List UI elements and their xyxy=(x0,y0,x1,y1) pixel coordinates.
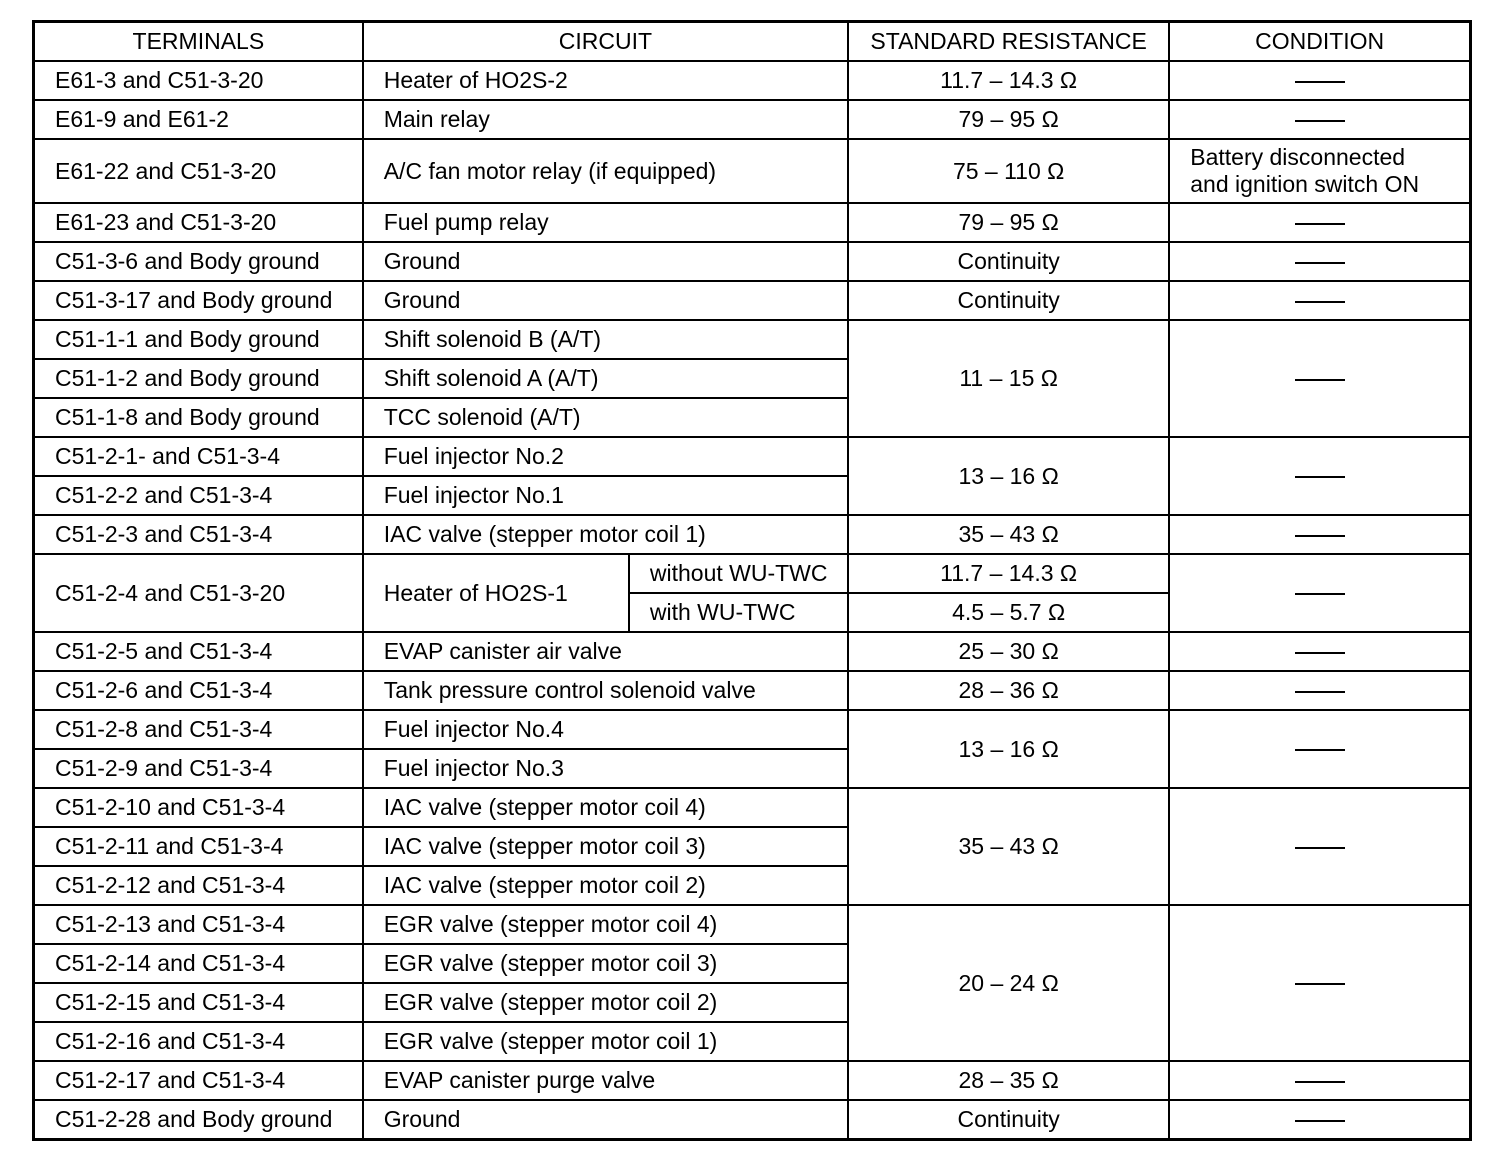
circuit-cell: IAC valve (stepper motor coil 3) xyxy=(363,827,848,866)
terminals-cell: C51-2-12 and C51-3-4 xyxy=(34,866,363,905)
resistance-cell: 11.7 – 14.3 Ω xyxy=(848,554,1169,593)
terminals-cell: E61-23 and C51-3-20 xyxy=(34,203,363,242)
table-row xyxy=(34,710,1471,749)
dash-mark xyxy=(1295,535,1345,537)
circuit-cell: Heater of HO2S-1 xyxy=(363,554,629,632)
circuit-cell: Shift solenoid B (A/T) xyxy=(363,320,848,359)
table-row xyxy=(34,320,1471,359)
resistance-cell: 13 – 16 Ω xyxy=(848,437,1169,515)
table-row xyxy=(34,61,1471,100)
terminals-cell: C51-2-10 and C51-3-4 xyxy=(34,788,363,827)
resistance-cell: 28 – 35 Ω xyxy=(848,1061,1169,1100)
header-row xyxy=(34,22,1471,62)
resistance-cell: 11.7 – 14.3 Ω xyxy=(848,61,1169,100)
circuit-cell: TCC solenoid (A/T) xyxy=(363,398,848,437)
table-row xyxy=(34,554,1471,593)
circuit-cell: Shift solenoid A (A/T) xyxy=(363,359,848,398)
resistance-cell: 79 – 95 Ω xyxy=(848,100,1169,139)
terminals-cell: C51-2-13 and C51-3-4 xyxy=(34,905,363,944)
dash-mark xyxy=(1295,476,1345,478)
table-row xyxy=(34,139,1471,203)
circuit-cell: IAC valve (stepper motor coil 1) xyxy=(363,515,848,554)
table-row xyxy=(34,1100,1471,1140)
terminals-cell: C51-2-2 and C51-3-4 xyxy=(34,476,363,515)
circuit-cell: Ground xyxy=(363,242,848,281)
terminals-cell: E61-9 and E61-2 xyxy=(34,100,363,139)
circuit-cell: IAC valve (stepper motor coil 4) xyxy=(363,788,848,827)
sub-variant-cell: with WU-TWC xyxy=(629,593,848,632)
terminals-cell: C51-2-14 and C51-3-4 xyxy=(34,944,363,983)
header-circuit: CIRCUIT xyxy=(363,22,848,62)
condition-cell xyxy=(1169,671,1470,710)
header-terminals: TERMINALS xyxy=(34,22,363,62)
terminals-cell: C51-2-17 and C51-3-4 xyxy=(34,1061,363,1100)
circuit-cell: EGR valve (stepper motor coil 2) xyxy=(363,983,848,1022)
dash-mark xyxy=(1295,691,1345,693)
circuit-cell: Heater of HO2S-2 xyxy=(363,61,848,100)
condition-cell xyxy=(1169,1061,1470,1100)
circuit-cell: EVAP canister purge valve xyxy=(363,1061,848,1100)
terminals-cell: C51-2-8 and C51-3-4 xyxy=(34,710,363,749)
dash-mark xyxy=(1295,1081,1345,1083)
terminals-cell: E61-22 and C51-3-20 xyxy=(34,139,363,203)
circuit-cell: Ground xyxy=(363,281,848,320)
terminals-cell: C51-3-6 and Body ground xyxy=(34,242,363,281)
condition-cell xyxy=(1169,515,1470,554)
resistance-cell: 4.5 – 5.7 Ω xyxy=(848,593,1169,632)
terminals-cell: C51-2-6 and C51-3-4 xyxy=(34,671,363,710)
circuit-cell: Fuel injector No.3 xyxy=(363,749,848,788)
dash-mark xyxy=(1295,120,1345,122)
table-row xyxy=(34,242,1471,281)
condition-cell xyxy=(1169,632,1470,671)
table-row xyxy=(34,100,1471,139)
condition-cell xyxy=(1169,61,1470,100)
terminals-cell: C51-2-11 and C51-3-4 xyxy=(34,827,363,866)
table-row xyxy=(34,281,1471,320)
resistance-cell: 28 – 36 Ω xyxy=(848,671,1169,710)
condition-cell xyxy=(1169,281,1470,320)
header-standard-resistance: STANDARD RESISTANCE xyxy=(848,22,1169,62)
circuit-cell: EGR valve (stepper motor coil 1) xyxy=(363,1022,848,1061)
circuit-cell: EGR valve (stepper motor coil 4) xyxy=(363,905,848,944)
circuit-cell: Ground xyxy=(363,1100,848,1140)
resistance-cell: 11 – 15 Ω xyxy=(848,320,1169,437)
dash-mark xyxy=(1295,847,1345,849)
resistance-cell: 25 – 30 Ω xyxy=(848,632,1169,671)
condition-cell xyxy=(1169,710,1470,788)
table-row xyxy=(34,788,1471,827)
circuit-cell: EVAP canister air valve xyxy=(363,632,848,671)
circuit-cell: A/C fan motor relay (if equipped) xyxy=(363,139,848,203)
circuit-cell: Fuel injector No.4 xyxy=(363,710,848,749)
circuit-cell: Main relay xyxy=(363,100,848,139)
table-row xyxy=(34,632,1471,671)
condition-cell xyxy=(1169,203,1470,242)
terminals-cell: C51-2-5 and C51-3-4 xyxy=(34,632,363,671)
terminals-cell: C51-3-17 and Body ground xyxy=(34,281,363,320)
terminals-cell: C51-2-28 and Body ground xyxy=(34,1100,363,1140)
table-row xyxy=(34,437,1471,476)
terminals-cell: C51-1-1 and Body ground xyxy=(34,320,363,359)
condition-cell xyxy=(1169,320,1470,437)
condition-cell xyxy=(1169,242,1470,281)
resistance-cell: 35 – 43 Ω xyxy=(848,515,1169,554)
resistance-cell: 13 – 16 Ω xyxy=(848,710,1169,788)
dash-mark xyxy=(1295,749,1345,751)
terminals-cell: C51-1-2 and Body ground xyxy=(34,359,363,398)
dash-mark xyxy=(1295,262,1345,264)
table-row xyxy=(34,1061,1471,1100)
table-row xyxy=(34,905,1471,944)
condition-cell: Battery disconnected and ignition switch ON xyxy=(1169,139,1470,203)
condition-cell xyxy=(1169,100,1470,139)
terminals-cell: C51-2-4 and C51-3-20 xyxy=(34,554,363,632)
condition-cell xyxy=(1169,437,1470,515)
table-row xyxy=(34,203,1471,242)
dash-mark xyxy=(1295,301,1345,303)
terminals-cell: C51-1-8 and Body ground xyxy=(34,398,363,437)
resistance-cell: Continuity xyxy=(848,281,1169,320)
resistance-cell: 20 – 24 Ω xyxy=(848,905,1169,1061)
table-row xyxy=(34,671,1471,710)
dash-mark xyxy=(1295,1120,1345,1122)
terminals-cell: C51-2-9 and C51-3-4 xyxy=(34,749,363,788)
condition-cell xyxy=(1169,905,1470,1061)
condition-cell xyxy=(1169,554,1470,632)
resistance-cell: 35 – 43 Ω xyxy=(848,788,1169,905)
circuit-cell: Fuel injector No.2 xyxy=(363,437,848,476)
terminals-cell: C51-2-16 and C51-3-4 xyxy=(34,1022,363,1061)
resistance-cell: Continuity xyxy=(848,242,1169,281)
circuit-cell: Fuel injector No.1 xyxy=(363,476,848,515)
terminals-cell: C51-2-3 and C51-3-4 xyxy=(34,515,363,554)
terminals-cell: C51-2-1- and C51-3-4 xyxy=(34,437,363,476)
circuit-cell: Tank pressure control solenoid valve xyxy=(363,671,848,710)
dash-mark xyxy=(1295,983,1345,985)
resistance-cell: Continuity xyxy=(848,1100,1169,1140)
dash-mark xyxy=(1295,379,1345,381)
dash-mark xyxy=(1295,593,1345,595)
circuit-cell: IAC valve (stepper motor coil 2) xyxy=(363,866,848,905)
resistance-cell: 79 – 95 Ω xyxy=(848,203,1169,242)
condition-cell xyxy=(1169,788,1470,905)
terminals-cell: E61-3 and C51-3-20 xyxy=(34,61,363,100)
sub-variant-cell: without WU-TWC xyxy=(629,554,848,593)
header-condition: CONDITION xyxy=(1169,22,1470,62)
resistance-spec-table xyxy=(32,20,1472,1141)
dash-mark xyxy=(1295,223,1345,225)
table-row xyxy=(34,515,1471,554)
resistance-cell: 75 – 110 Ω xyxy=(848,139,1169,203)
dash-mark xyxy=(1295,81,1345,83)
condition-cell xyxy=(1169,1100,1470,1140)
terminals-cell: C51-2-15 and C51-3-4 xyxy=(34,983,363,1022)
dash-mark xyxy=(1295,652,1345,654)
circuit-cell: EGR valve (stepper motor coil 3) xyxy=(363,944,848,983)
circuit-cell: Fuel pump relay xyxy=(363,203,848,242)
